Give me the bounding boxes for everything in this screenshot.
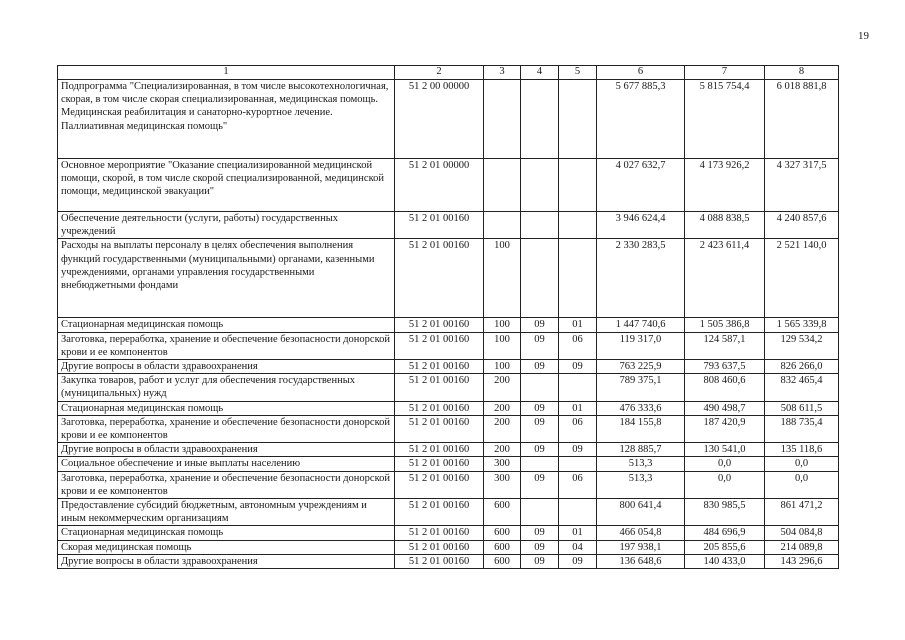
row-value-col6-cell: 789 375,1 [597,374,685,401]
table-row [58,471,839,498]
row-section-cell: 09 [521,526,559,540]
row-subsection-cell: 01 [559,318,597,332]
row-value-col6-cell: 136 648,6 [597,554,685,568]
row-name-cell: Подпрограмма "Специализированная, в том числе высокотехнологичная, скорая, в том числе скорая специализированная, медицинская помощь. Медицинская реабилитация и санаторно-курортное лечение. Паллиативная медицинская помощь" [58,80,395,159]
row-value-col7-cell: 793 637,5 [685,360,765,374]
row-value-col6-cell: 763 225,9 [597,360,685,374]
row-section-cell [521,80,559,159]
row-value-col7-cell: 0,0 [685,457,765,471]
row-value-col6-cell: 2 330 283,5 [597,239,685,318]
row-name-cell: Заготовка, переработка, хранение и обеспечение безопасности донорской крови и ее компонентов [58,471,395,498]
row-value-col6-cell: 800 641,4 [597,499,685,526]
row-code-cell: 51 2 00 00000 [395,80,484,159]
row-value-col6-cell: 197 938,1 [597,540,685,554]
row-value-col6-cell: 5 677 885,3 [597,80,685,159]
row-expense-type-cell: 200 [484,374,521,401]
row-section-cell: 09 [521,360,559,374]
row-code-cell: 51 2 01 00160 [395,457,484,471]
row-value-col7-cell: 4 173 926,2 [685,159,765,212]
row-value-col6-cell: 476 333,6 [597,401,685,415]
header-col-8: 8 [765,66,839,80]
table-row [58,526,839,540]
page-number: 19 [858,30,869,42]
row-section-cell: 09 [521,471,559,498]
table-row [58,374,839,401]
row-code-cell: 51 2 01 00000 [395,159,484,212]
row-value-col7-cell: 205 855,6 [685,540,765,554]
row-value-col8-cell: 826 266,0 [765,360,839,374]
row-value-col7-cell: 2 423 611,4 [685,239,765,318]
header-col-7: 7 [685,66,765,80]
row-expense-type-cell: 100 [484,239,521,318]
row-code-cell: 51 2 01 00160 [395,212,484,239]
row-section-cell: 09 [521,443,559,457]
row-subsection-cell: 01 [559,401,597,415]
row-expense-type-cell: 300 [484,471,521,498]
table-row [58,239,839,318]
row-value-col7-cell: 130 541,0 [685,443,765,457]
row-value-col6-cell: 466 054,8 [597,526,685,540]
row-subsection-cell [559,239,597,318]
row-subsection-cell: 04 [559,540,597,554]
row-value-col7-cell: 490 498,7 [685,401,765,415]
table-row [58,499,839,526]
table-row [58,443,839,457]
row-value-col8-cell: 6 018 881,8 [765,80,839,159]
row-value-col8-cell: 4 327 317,5 [765,159,839,212]
row-expense-type-cell [484,212,521,239]
row-value-col8-cell: 2 521 140,0 [765,239,839,318]
row-value-col7-cell: 830 985,5 [685,499,765,526]
row-name-cell: Закупка товаров, работ и услуг для обеспечения государственных (муниципальных) нужд [58,374,395,401]
row-value-col6-cell: 513,3 [597,457,685,471]
row-name-cell: Стационарная медицинская помощь [58,401,395,415]
row-name-cell: Расходы на выплаты персоналу в целях обеспечения выполнения функций государственными (муниципальными) органами, казенными учреждениями, органами управления государственными внебюджетными фондами [58,239,395,318]
row-value-col7-cell: 0,0 [685,471,765,498]
row-value-col8-cell: 508 611,5 [765,401,839,415]
row-subsection-cell [559,80,597,159]
row-code-cell: 51 2 01 00160 [395,526,484,540]
row-value-col8-cell: 861 471,2 [765,499,839,526]
row-name-cell: Скорая медицинская помощь [58,540,395,554]
row-subsection-cell: 01 [559,526,597,540]
row-code-cell: 51 2 01 00160 [395,374,484,401]
row-value-col8-cell: 0,0 [765,457,839,471]
row-name-cell: Другие вопросы в области здравоохранения [58,443,395,457]
row-value-col6-cell: 1 447 740,6 [597,318,685,332]
row-expense-type-cell: 600 [484,554,521,568]
row-subsection-cell [559,212,597,239]
row-name-cell: Заготовка, переработка, хранение и обеспечение безопасности донорской крови и ее компонентов [58,415,395,442]
row-value-col8-cell: 135 118,6 [765,443,839,457]
row-section-cell: 09 [521,401,559,415]
header-col-1: 1 [58,66,395,80]
row-section-cell [521,499,559,526]
row-section-cell: 09 [521,318,559,332]
row-value-col8-cell: 129 534,2 [765,332,839,359]
table-row [58,212,839,239]
row-value-col6-cell: 4 027 632,7 [597,159,685,212]
table-row [58,332,839,359]
row-value-col6-cell: 119 317,0 [597,332,685,359]
table-row [58,540,839,554]
row-name-cell: Стационарная медицинская помощь [58,526,395,540]
row-name-cell: Другие вопросы в области здравоохранения [58,360,395,374]
row-code-cell: 51 2 01 00160 [395,499,484,526]
table-row [58,457,839,471]
row-value-col6-cell: 184 155,8 [597,415,685,442]
table-row [58,360,839,374]
row-code-cell: 51 2 01 00160 [395,401,484,415]
row-section-cell [521,457,559,471]
row-section-cell: 09 [521,540,559,554]
row-subsection-cell [559,457,597,471]
row-expense-type-cell: 200 [484,443,521,457]
row-name-cell: Основное мероприятие "Оказание специализированной медицинской помощи, скорой, в том числе скорой специализированной, медицинской помощи, медицинской эвакуации" [58,159,395,212]
row-code-cell: 51 2 01 00160 [395,471,484,498]
row-name-cell: Социальное обеспечение и иные выплаты населению [58,457,395,471]
row-value-col8-cell: 1 565 339,8 [765,318,839,332]
row-value-col7-cell: 1 505 386,8 [685,318,765,332]
row-expense-type-cell: 600 [484,540,521,554]
table-row [58,159,839,212]
row-subsection-cell: 06 [559,415,597,442]
row-value-col8-cell: 504 084,8 [765,526,839,540]
row-expense-type-cell: 300 [484,457,521,471]
header-col-3: 3 [484,66,521,80]
row-section-cell: 09 [521,415,559,442]
row-section-cell: 09 [521,554,559,568]
table-row [58,554,839,568]
row-subsection-cell: 09 [559,554,597,568]
header-row [58,66,839,80]
row-value-col8-cell: 143 296,6 [765,554,839,568]
table-row [58,401,839,415]
row-value-col6-cell: 128 885,7 [597,443,685,457]
row-code-cell: 51 2 01 00160 [395,360,484,374]
row-expense-type-cell: 600 [484,526,521,540]
header-col-4: 4 [521,66,559,80]
row-subsection-cell: 09 [559,443,597,457]
header-col-5: 5 [559,66,597,80]
header-col-2: 2 [395,66,484,80]
row-value-col7-cell: 140 433,0 [685,554,765,568]
row-value-col7-cell: 4 088 838,5 [685,212,765,239]
row-code-cell: 51 2 01 00160 [395,332,484,359]
row-value-col7-cell: 124 587,1 [685,332,765,359]
row-value-col7-cell: 5 815 754,4 [685,80,765,159]
row-name-cell: Предоставление субсидий бюджетным, автономным учреждениям и иным некоммерческим организациям [58,499,395,526]
row-section-cell [521,212,559,239]
row-expense-type-cell: 600 [484,499,521,526]
table-row [58,80,839,159]
row-value-col7-cell: 484 696,9 [685,526,765,540]
row-value-col7-cell: 808 460,6 [685,374,765,401]
row-value-col8-cell: 214 089,8 [765,540,839,554]
row-section-cell [521,159,559,212]
row-value-col8-cell: 188 735,4 [765,415,839,442]
row-expense-type-cell: 200 [484,401,521,415]
row-name-cell: Стационарная медицинская помощь [58,318,395,332]
row-value-col8-cell: 0,0 [765,471,839,498]
row-subsection-cell [559,499,597,526]
row-name-cell: Обеспечение деятельности (услуги, работы) государственных учреждений [58,212,395,239]
row-section-cell: 09 [521,332,559,359]
row-subsection-cell [559,159,597,212]
row-expense-type-cell: 100 [484,332,521,359]
row-name-cell: Заготовка, переработка, хранение и обеспечение безопасности донорской крови и ее компонентов [58,332,395,359]
row-subsection-cell: 09 [559,360,597,374]
row-value-col7-cell: 187 420,9 [685,415,765,442]
row-expense-type-cell [484,159,521,212]
row-expense-type-cell: 100 [484,360,521,374]
row-code-cell: 51 2 01 00160 [395,443,484,457]
row-name-cell: Другие вопросы в области здравоохранения [58,554,395,568]
row-code-cell: 51 2 01 00160 [395,415,484,442]
row-section-cell [521,239,559,318]
table-row [58,415,839,442]
row-value-col6-cell: 3 946 624,4 [597,212,685,239]
row-expense-type-cell: 100 [484,318,521,332]
row-expense-type-cell: 200 [484,415,521,442]
row-subsection-cell [559,374,597,401]
row-value-col8-cell: 4 240 857,6 [765,212,839,239]
row-section-cell [521,374,559,401]
row-subsection-cell: 06 [559,332,597,359]
row-code-cell: 51 2 01 00160 [395,540,484,554]
row-code-cell: 51 2 01 00160 [395,318,484,332]
row-value-col6-cell: 513,3 [597,471,685,498]
budget-table [57,65,839,569]
row-expense-type-cell [484,80,521,159]
header-col-6: 6 [597,66,685,80]
row-subsection-cell: 06 [559,471,597,498]
table-row [58,318,839,332]
row-code-cell: 51 2 01 00160 [395,554,484,568]
row-code-cell: 51 2 01 00160 [395,239,484,318]
row-value-col8-cell: 832 465,4 [765,374,839,401]
